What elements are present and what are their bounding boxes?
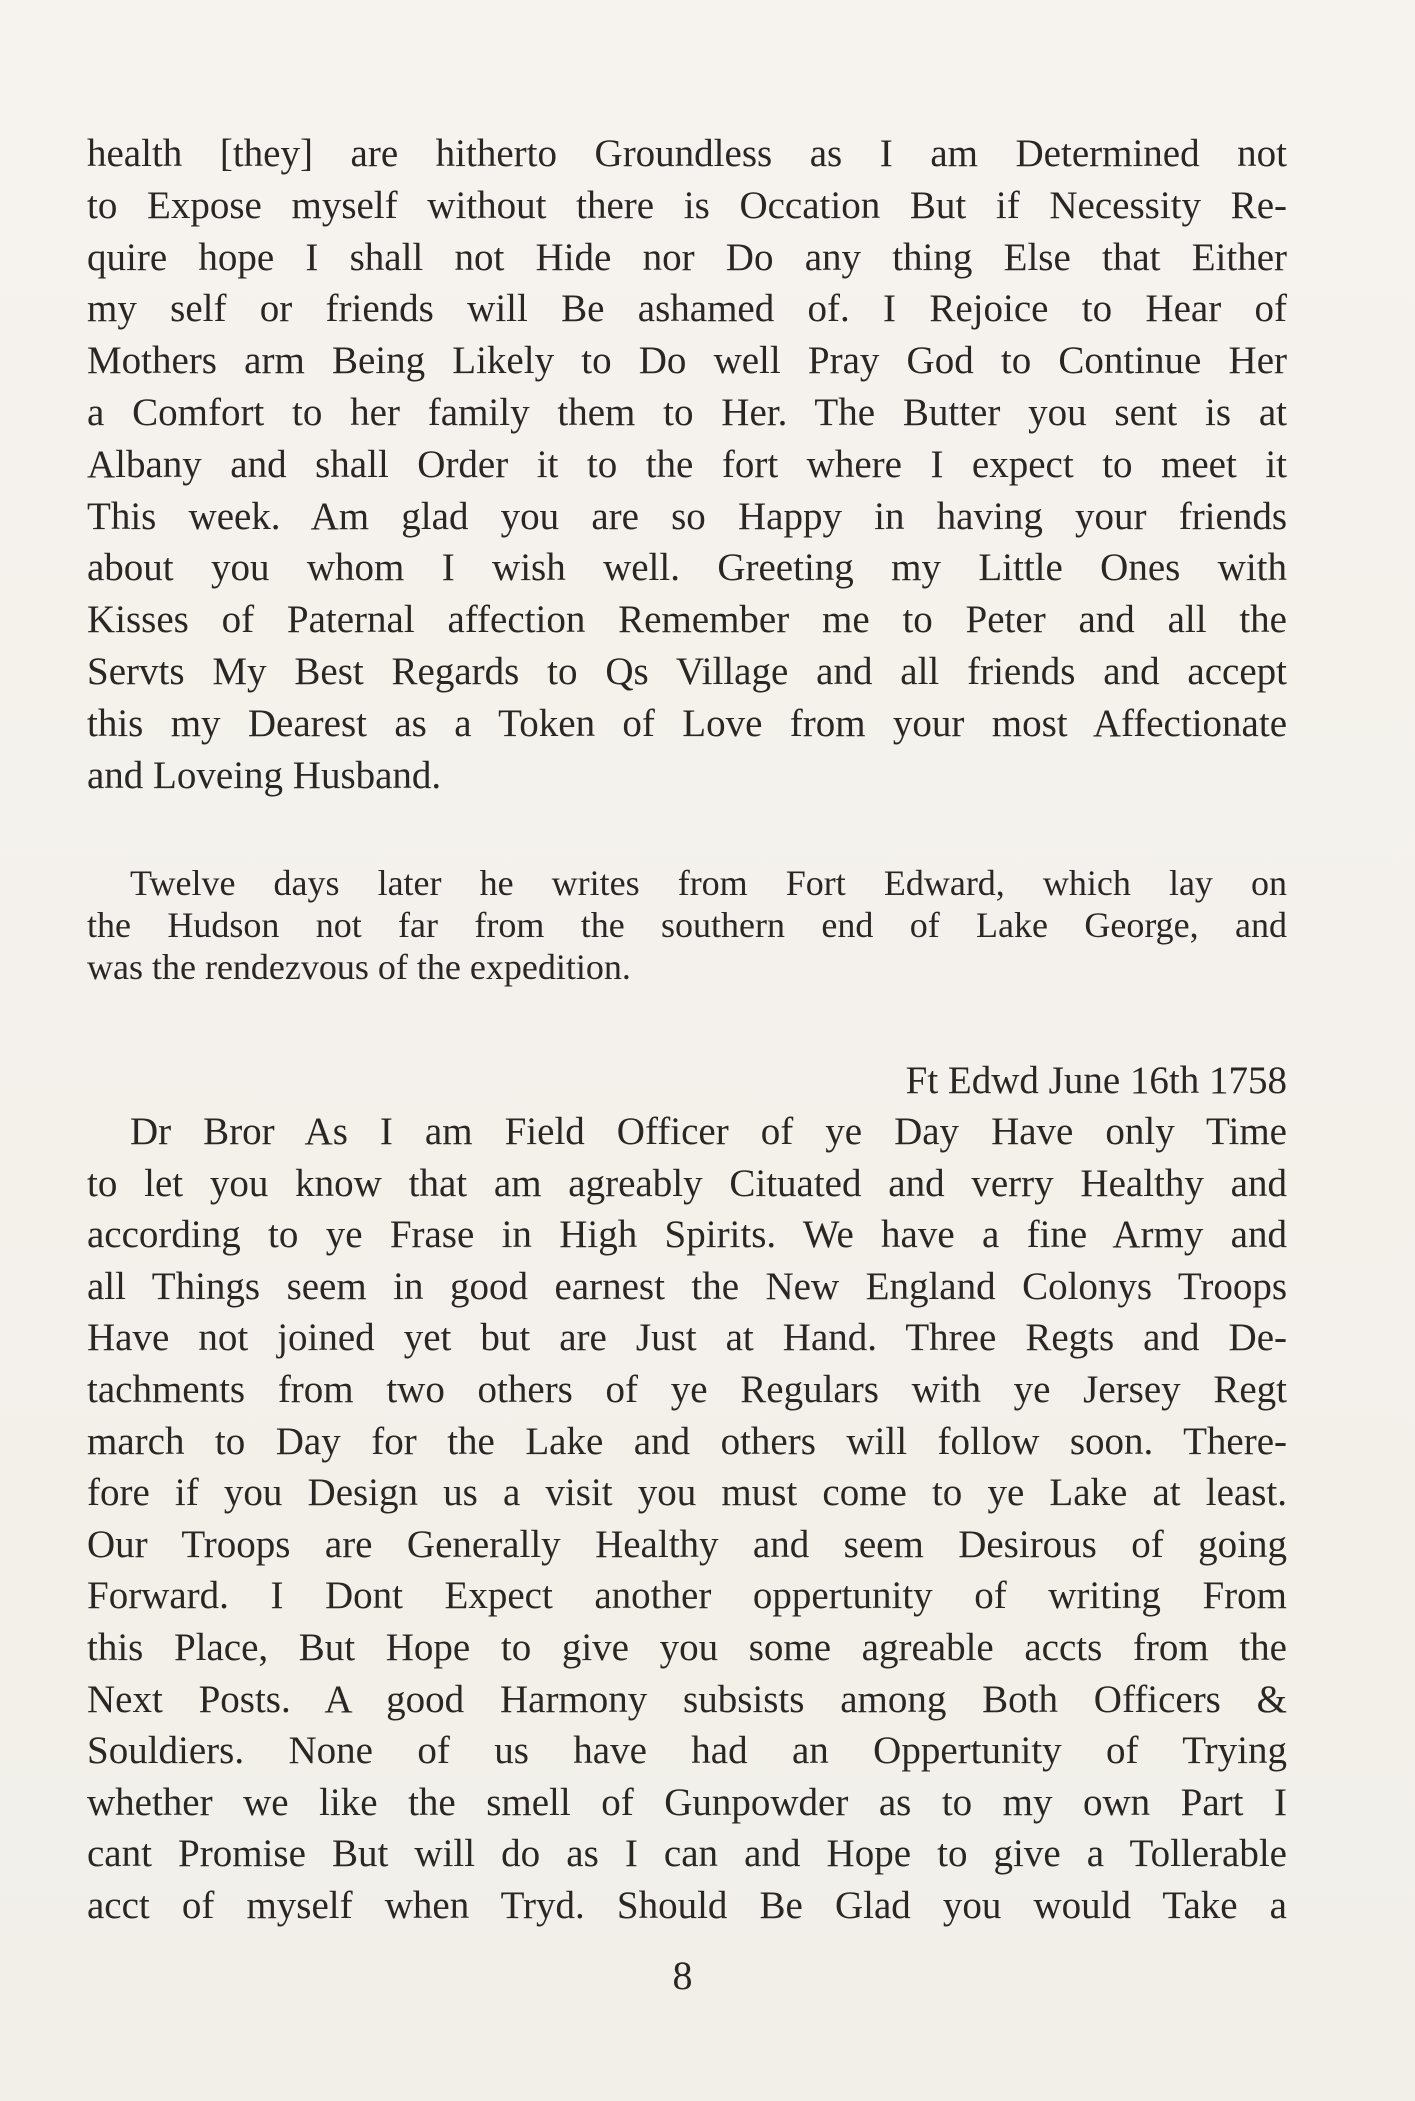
text-line: Next Posts. A good Harmony subsists among Both Officers & xyxy=(87,1677,1287,1721)
text-line: Dr Bror As I am Field Officer of ye Day Have only Time xyxy=(130,1110,1287,1153)
text-line: this my Dearest as a Token of Love from your most Affectionate xyxy=(87,701,1287,745)
text-line: Kisses of Paternal affection Remember me to Peter and all the xyxy=(87,598,1287,642)
text-line: cant Promise But will do as I can and Hope to give a Tollerable xyxy=(87,1832,1287,1876)
text-line: to let you know that am agreably Cituated and verry Healthy and xyxy=(87,1161,1287,1205)
text-line: Our Troops are Generally Healthy and seem Desirous of going xyxy=(87,1522,1287,1566)
text-line: Forward. I Dont Expect another oppertunity of writing From xyxy=(87,1574,1287,1618)
letter-dateline: Ft Edwd June 16th 1758 xyxy=(905,1059,1287,1102)
text-line: tachments from two others of ye Regulars with ye Jersey Regt xyxy=(87,1367,1287,1411)
letter-body xyxy=(87,1106,1287,1932)
text-line: Mothers arm Being Likely to Do well Pray God to Continue Her xyxy=(87,339,1287,383)
text-line: whether we like the smell of Gunpowder as to my own Part I xyxy=(87,1780,1287,1824)
text-line: this Place, But Hope to give you some agreable accts from the xyxy=(87,1625,1287,1669)
text-line: Servts My Best Regards to Qs Village and all friends and accept xyxy=(87,649,1287,693)
text-line: a Comfort to her family them to Her. The Butter you sent is at xyxy=(87,390,1287,434)
text-line: acct of myself when Tryd. Should Be Glad you would Take a xyxy=(87,1883,1287,1927)
text-line: quire hope I shall not Hide nor Do any thing Else that Either xyxy=(87,235,1287,279)
page-number: 8 xyxy=(672,1953,693,1998)
text-line: my self or friends will Be ashamed of. I Rejoice to Hear of xyxy=(87,287,1287,331)
text-line: Twelve days later he writes from Fort Edward, which lay on xyxy=(130,863,1287,903)
text-line: to Expose myself without there is Occation But if Necessity Re- xyxy=(87,183,1287,227)
letter-continuation xyxy=(87,128,1287,801)
text-line: fore if you Design us a visit you must come to ye Lake at least. xyxy=(87,1471,1287,1515)
text-line: the Hudson not far from the southern end of Lake George, and xyxy=(87,905,1287,945)
text-line: and Loveing Husband. xyxy=(87,753,442,797)
text-line: about you whom I wish well. Greeting my Little Ones with xyxy=(87,546,1287,590)
text-line: was the rendezvous of the expedition. xyxy=(87,947,631,987)
text-line: Souldiers. None of us have had an Oppertunity of Trying xyxy=(87,1729,1287,1773)
text-line: Have not joined yet but are Just at Hand. Three Regts and De- xyxy=(87,1316,1287,1360)
text-line: Albany and shall Order it to the fort where I expect to meet it xyxy=(87,442,1287,486)
text-line: health [they] are hitherto Groundless as I am Determined not xyxy=(87,132,1287,175)
narrative-paragraph xyxy=(87,862,1287,988)
text-line: according to ye Frase in High Spirits. We have a fine Army and xyxy=(87,1213,1287,1257)
text-line: This week. Am glad you are so Happy in having your friends xyxy=(87,494,1287,538)
text-line: march to Day for the Lake and others will follow soon. There- xyxy=(87,1419,1287,1463)
text-line: all Things seem in good earnest the New England Colonys Troops xyxy=(87,1264,1287,1308)
